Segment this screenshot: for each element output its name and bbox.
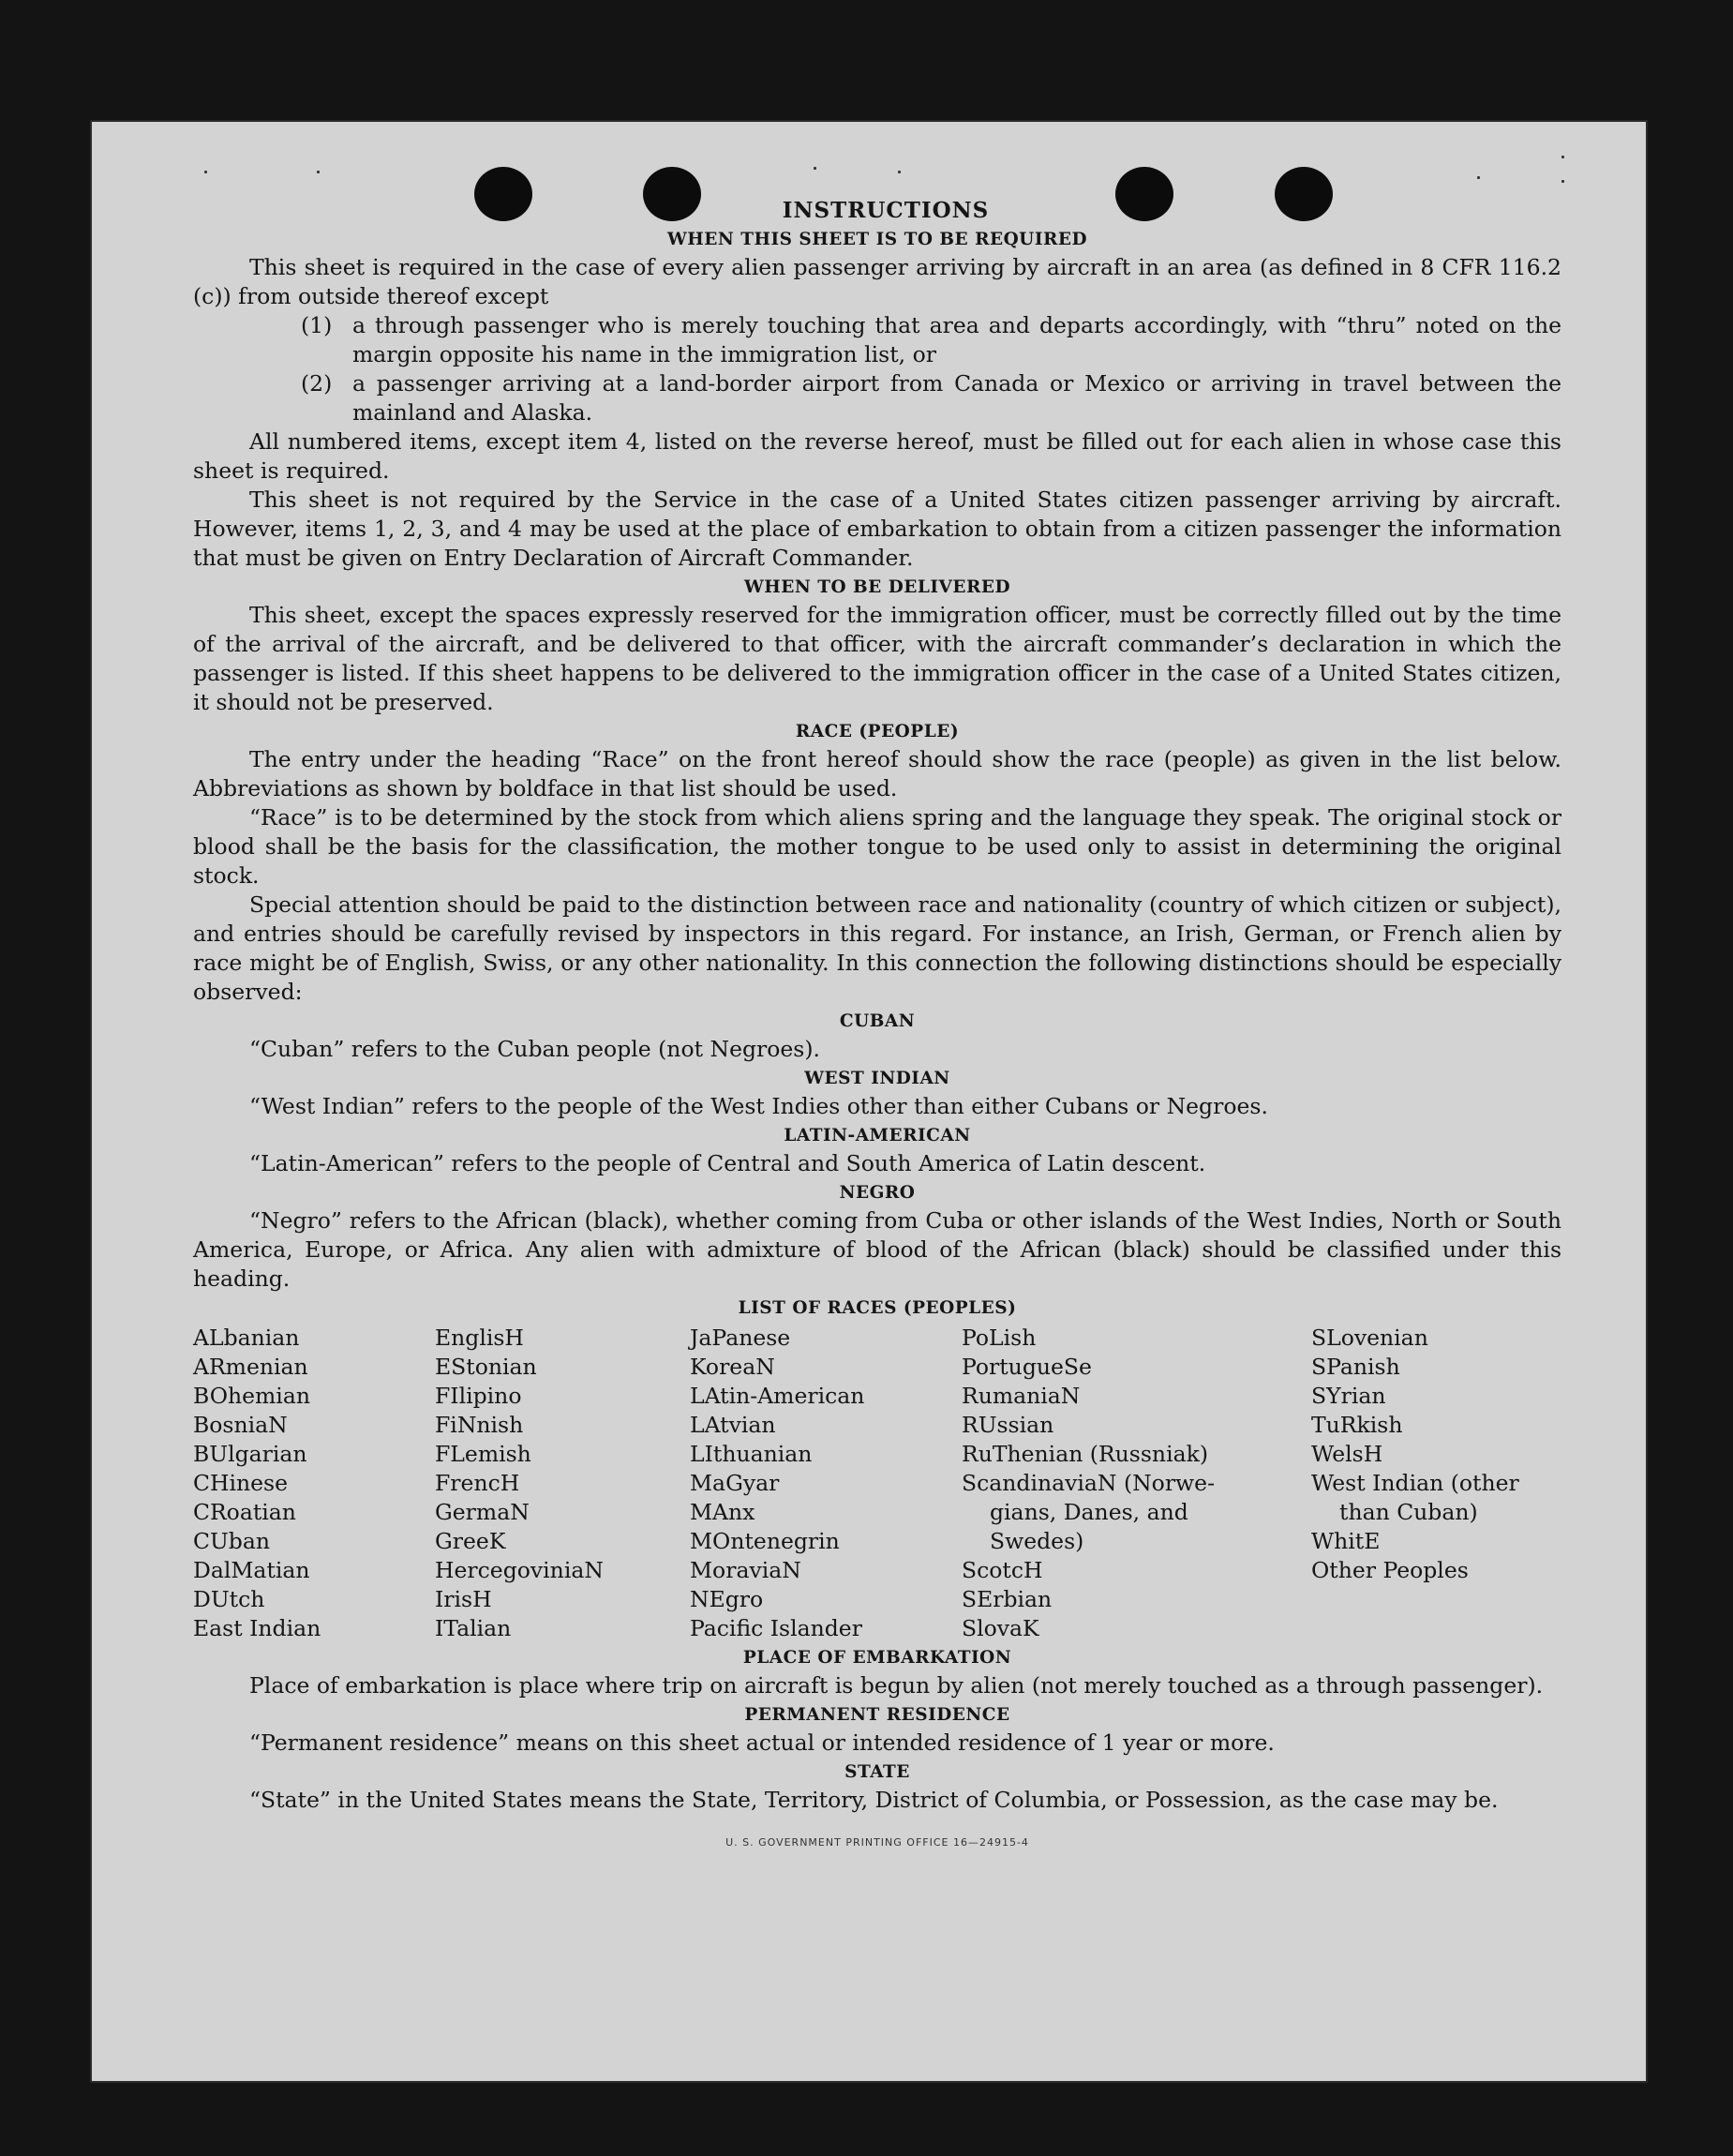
races-column (690, 1324, 962, 1643)
race-entry: ARmenian (193, 1354, 308, 1380)
race-entry: WelsH (1311, 1441, 1383, 1467)
paragraph: “West Indian” refers to the people of the West Indies other than either Cubans or Negroes. (249, 1093, 1268, 1119)
race-entry: CRoatian (193, 1499, 296, 1525)
race-entry: DUtch (193, 1586, 265, 1612)
section-heading: WHEN THIS SHEET IS TO BE REQUIRED (666, 230, 1087, 249)
paragraph: “Negro” refers to the African (black), whether coming from Cuba or other islands of the West Indies, North or South America, Europe, or Africa. Any alien with admixture of blood of the African (black) should be classified under this heading. (193, 1207, 1561, 1292)
list-item (193, 369, 1561, 427)
section-heading: CUBAN (839, 1011, 916, 1031)
printer-imprint: U. S. GOVERNMENT PRINTING OFFICE 16—24915-4 (725, 1836, 1029, 1849)
section-heading: WEST INDIAN (804, 1069, 950, 1088)
race-entry: BOhemian (193, 1383, 310, 1409)
section-heading: NEGRO (839, 1183, 916, 1203)
paragraph: “Latin-American” refers to the people of Central and South America of Latin descent. (249, 1150, 1206, 1176)
race-entry: than Cuban) (1339, 1499, 1478, 1525)
paragraph: This sheet is required in the case of every alien passenger arriving by aircraft in an area (as defined in 8 CFR 116.2 (c)) from outside thereof except (193, 254, 1561, 309)
speck (1561, 180, 1564, 183)
race-entry: West Indian (other (1311, 1470, 1519, 1496)
race-entry: MoraviaN (690, 1557, 801, 1583)
race-entry: RUssian (962, 1412, 1054, 1438)
section-heading: STATE (844, 1762, 910, 1782)
list-item (193, 311, 1561, 369)
race-entry: SlovaK (962, 1615, 1039, 1641)
race-entry: ScotcH (962, 1557, 1043, 1583)
race-entry: IrisH (435, 1586, 492, 1612)
race-entry: MOntenegrin (690, 1528, 840, 1554)
race-entry: ScandinaviaN (Norwe- (962, 1470, 1216, 1496)
race-entry: DalMatian (193, 1557, 310, 1583)
race-entry: CHinese (193, 1470, 288, 1496)
item-number: (1) (301, 312, 333, 338)
section-heading: RACE (PEOPLE) (795, 722, 960, 741)
races-column (962, 1324, 1311, 1643)
race-entry: TuRkish (1311, 1412, 1403, 1438)
race-entry: PortugueSe (962, 1354, 1092, 1380)
speck (1477, 176, 1480, 179)
race-entry: PoLish (962, 1325, 1037, 1351)
speck (1561, 156, 1564, 158)
speck (204, 171, 207, 173)
speck (898, 171, 901, 173)
race-entry: ITalian (435, 1615, 512, 1641)
paragraph: “Race” is to be determined by the stock from which aliens spring and the language they speak. The original stock or blood shall be the basis for the classification, the mother tongue to be used only to assist in determining the original stock. (193, 804, 1561, 889)
race-entry: FIlipino (435, 1383, 522, 1409)
race-entry: Swedes) (990, 1528, 1084, 1554)
race-entry: LAtin-American (690, 1383, 865, 1409)
race-entry: RumaniaN (962, 1383, 1081, 1409)
race-entry: ALbanian (193, 1325, 300, 1351)
section-heading: LIST OF RACES (PEOPLES) (738, 1298, 1017, 1318)
race-entry: RuThenian (Russniak) (962, 1441, 1208, 1467)
race-entry: LIthuanian (690, 1441, 813, 1467)
instructions-text (193, 197, 1561, 1857)
race-entry: FiNnish (435, 1412, 524, 1438)
race-entry: NEgro (690, 1586, 764, 1612)
paragraph: “Cuban” refers to the Cuban people (not Negroes). (249, 1036, 821, 1062)
race-entry: SLovenian (1311, 1325, 1428, 1351)
paragraph: All numbered items, except item 4, listed on the reverse hereof, must be filled out for each alien in whose case this sheet is required. (193, 428, 1561, 484)
race-entry: BosniaN (193, 1412, 288, 1438)
race-entry: GermaN (435, 1499, 530, 1525)
item-text: a passenger arriving at a land-border airport from Canada or Mexico or arriving in travel between the mainland and Alaska. (352, 370, 1561, 426)
race-entry: KoreaN (690, 1354, 775, 1380)
race-entry: FrencH (435, 1470, 520, 1496)
speck (814, 167, 816, 170)
item-text: a through passenger who is merely touching that area and departs accordingly, with “thru” noted on the margin opposite his name in the immigration list, or (352, 312, 1561, 367)
race-entry: SErbian (962, 1586, 1053, 1612)
races-list (193, 1324, 1561, 1643)
paragraph: The entry under the heading “Race” on the front hereof should show the race (people) as given in the list below. Abbreviations as shown by boldface in that list should be used. (193, 746, 1561, 801)
race-entry: EStonian (435, 1354, 537, 1380)
paragraph: “State” in the United States means the State, Territory, District of Columbia, or Possession, as the case may be. (249, 1787, 1499, 1813)
races-column (1311, 1324, 1561, 1643)
race-entry: WhitE (1311, 1528, 1381, 1554)
race-entry: GreeK (435, 1528, 506, 1554)
paragraph: This sheet, except the spaces expressly reserved for the immigration officer, must be correctly filled out by the time of the arrival of the aircraft, and be delivered to that officer, with the aircraft commander’s declaration in which the passenger is listed. If this sheet happens to be delivered to the immigration officer in the case of a United States citizen, it should not be preserved. (193, 602, 1561, 715)
race-entry: HercegoviniaN (435, 1557, 604, 1583)
race-entry: MAnx (690, 1499, 755, 1525)
race-entry: BUlgarian (193, 1441, 307, 1467)
race-entry: MaGyar (690, 1470, 780, 1496)
speck (317, 171, 320, 173)
section-heading: PERMANENT RESIDENCE (744, 1705, 1010, 1725)
paragraph: Place of embarkation is place where trip on aircraft is begun by alien (not merely touched as a through passenger). (249, 1672, 1544, 1699)
races-column (435, 1324, 690, 1643)
race-entry: East Indian (193, 1615, 321, 1641)
race-entry: Pacific Islander (690, 1615, 862, 1641)
item-number: (2) (301, 370, 333, 397)
race-entry: Other Peoples (1311, 1557, 1469, 1583)
page-title: INSTRUCTIONS (782, 198, 990, 223)
race-entry: JaPanese (690, 1325, 791, 1351)
paragraph: Special attention should be paid to the distinction between race and nationality (country of which citizen or subject), and entries should be carefully revised by inspectors in this regard. For instance, an Irish, German, or French alien by race might be of English, Swiss, or any other nationality. In this connection the following distinctions should be especially observed: (193, 891, 1561, 1005)
races-column (193, 1324, 435, 1643)
race-entry: LAtvian (690, 1412, 776, 1438)
race-entry: SPanish (1311, 1354, 1400, 1380)
paragraph: This sheet is not required by the Service in the case of a United States citizen passenger arriving by aircraft. However, items 1, 2, 3, and 4 may be used at the place of embarkation to obtain from a citizen passenger the information that must be given on Entry Declaration of Aircraft Commander. (193, 487, 1561, 571)
document-page (92, 122, 1646, 2081)
section-heading: LATIN-AMERICAN (784, 1126, 971, 1145)
race-entry: EnglisH (435, 1325, 524, 1351)
race-entry: FLemish (435, 1441, 531, 1467)
paragraph: “Permanent residence” means on this sheet actual or intended residence of 1 year or more. (249, 1729, 1275, 1756)
race-entry: CUban (193, 1528, 270, 1554)
section-heading: WHEN TO BE DELIVERED (744, 577, 1010, 597)
race-entry: gians, Danes, and (990, 1499, 1188, 1525)
race-entry: SYrian (1311, 1383, 1386, 1409)
section-heading: PLACE OF EMBARKATION (742, 1648, 1012, 1668)
